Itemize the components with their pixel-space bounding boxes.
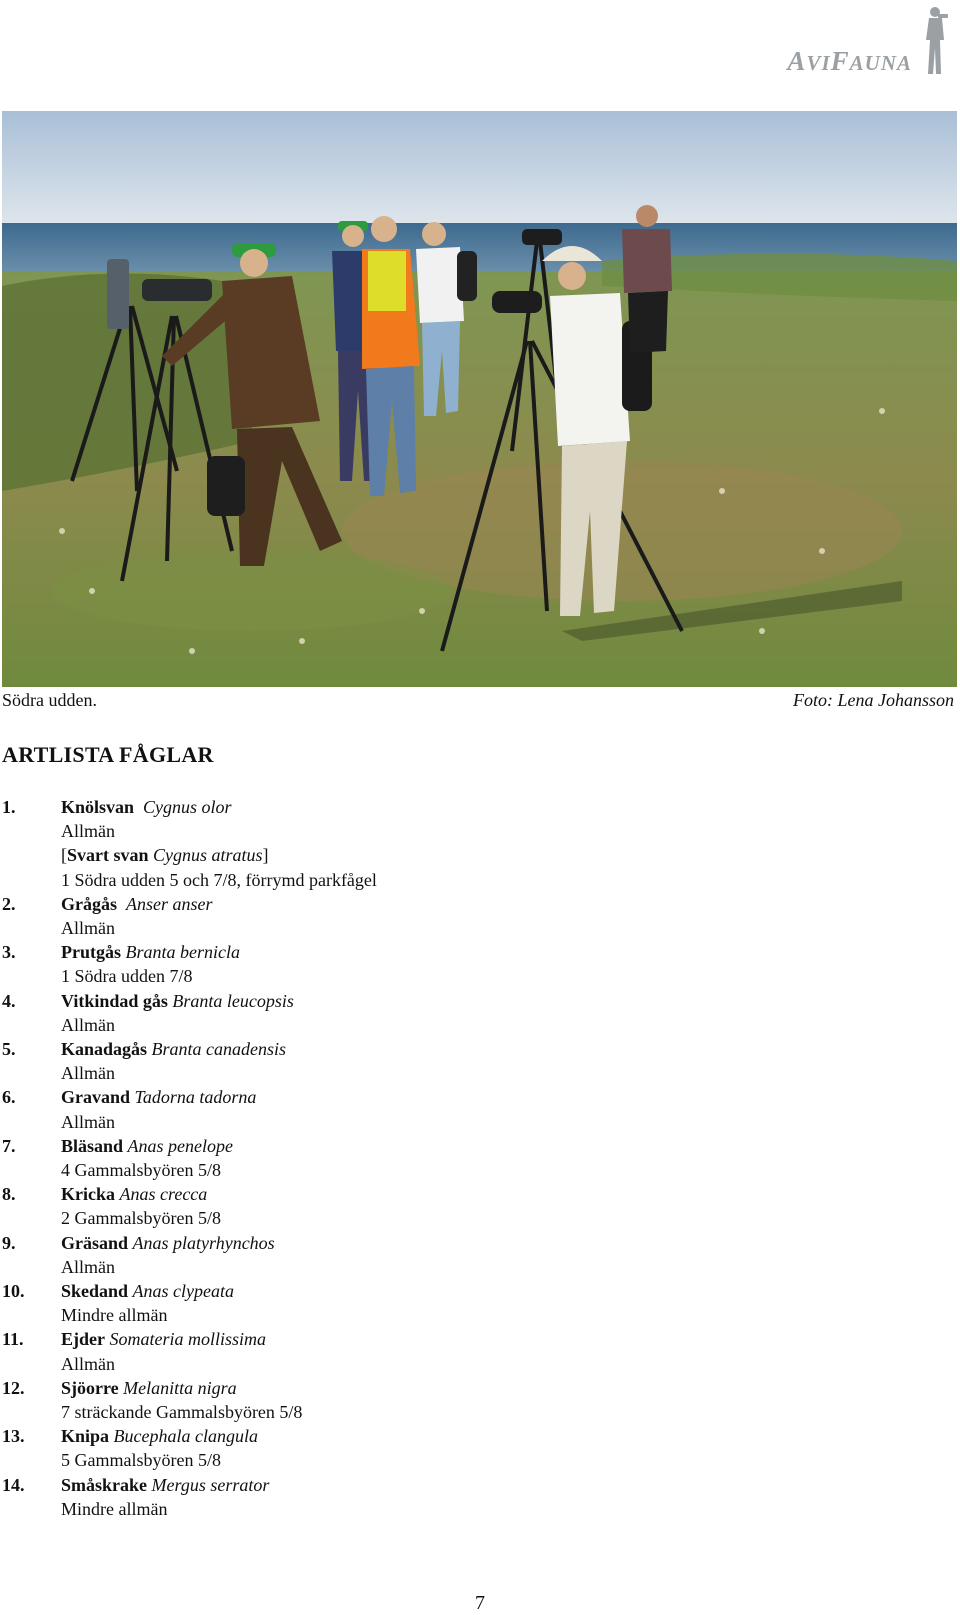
species-number: 2. <box>2 893 16 914</box>
species-number: 12. <box>2 1377 25 1398</box>
species-number: 9. <box>2 1232 16 1253</box>
birdwatchers-photo <box>2 111 957 687</box>
species-latin-name: Cygnus olor <box>143 797 232 817</box>
list-item <box>2 940 902 988</box>
species-latin-name: Branta bernicla <box>125 942 240 963</box>
species-status: 5 Gammalsbyören 5/8 <box>61 1450 221 1471</box>
species-number: 4. <box>2 990 16 1011</box>
species-status: Allmän <box>61 918 115 939</box>
page-number: 7 <box>475 1592 485 1614</box>
species-swedish-name: Gräsand <box>61 1232 129 1253</box>
species-latin-name: Tadorna tadorna <box>134 1087 257 1108</box>
species-status: Allmän <box>61 821 115 842</box>
species-latin-name: Mergus serrator <box>151 1474 270 1495</box>
section-title: ARTLISTA FÅGLAR <box>2 742 214 767</box>
species-number: 14. <box>2 1474 25 1495</box>
list-item <box>2 1231 902 1279</box>
species-latin-name: Anas clypeata <box>132 1281 235 1302</box>
list-item <box>2 1473 902 1521</box>
species-swedish-name: Sjöorre <box>61 1377 119 1398</box>
species-swedish-name: Kanadagås <box>61 1039 148 1060</box>
species-latin-name: Cygnus atratus <box>153 845 263 866</box>
species-swedish-name: Vitkindad gås <box>61 990 168 1011</box>
list-item <box>2 989 902 1037</box>
species-latin-name: Anser anser <box>126 893 213 914</box>
species-latin-name: Anas penelope <box>127 1135 234 1156</box>
species-status: Allmän <box>61 1111 115 1132</box>
species-number: 8. <box>2 1184 16 1205</box>
species-number: 13. <box>2 1426 25 1447</box>
species-number: 5. <box>2 1039 16 1060</box>
list-item <box>2 1182 902 1230</box>
species-number: 11. <box>2 1329 24 1350</box>
species-status: 4 Gammalsbyören 5/8 <box>61 1160 221 1181</box>
species-note: 1 Södra udden 5 och 7/8, förrymd parkfågel <box>61 869 377 890</box>
species-swedish-name: Småskrake <box>61 1474 148 1495</box>
species-status: 7 sträckande Gammalsbyören 5/8 <box>61 1402 303 1423</box>
species-status: Mindre allmän <box>61 1305 168 1326</box>
species-swedish-name: Grågås <box>61 893 117 914</box>
photo-caption-location: Södra udden. <box>2 690 97 710</box>
species-latin-name: Anas platyrhynchos <box>132 1232 275 1253</box>
list-item <box>2 1376 902 1424</box>
species-latin-name: Melanitta nigra <box>123 1377 237 1398</box>
species-swedish-name: Knölsvan <box>61 797 135 817</box>
avifauna-logo <box>732 4 952 78</box>
list-item <box>2 1134 902 1182</box>
species-swedish-name: Svart svan <box>67 845 149 866</box>
species-latin-name: Branta canadensis <box>151 1039 287 1060</box>
species-status: Allmän <box>61 1063 115 1084</box>
species-number: 7. <box>2 1135 16 1156</box>
species-status: Allmän <box>61 1014 115 1035</box>
species-swedish-name: Bläsand <box>61 1135 124 1156</box>
species-number: 10. <box>2 1281 25 1302</box>
species-swedish-name: Kricka <box>61 1184 115 1205</box>
species-number: 3. <box>2 942 16 963</box>
species-swedish-name: Ejder <box>61 1329 105 1350</box>
species-swedish-name: Gravand <box>61 1087 131 1108</box>
photo-credit: Foto: Lena Johansson <box>793 690 954 710</box>
list-item <box>2 1085 902 1133</box>
species-latin-name: Bucephala clangula <box>113 1426 258 1447</box>
species-latin-name: Anas crecca <box>119 1184 208 1205</box>
species-status: Allmän <box>61 1353 115 1374</box>
birdwatcher-silhouette-icon <box>918 4 952 78</box>
list-item <box>2 892 902 940</box>
species-number: 6. <box>2 1087 16 1108</box>
species-number: 1. <box>2 797 16 817</box>
species-latin-name: Somateria mollissima <box>109 1329 267 1350</box>
species-swedish-name: Skedand <box>61 1281 129 1302</box>
species-status: Allmän <box>61 1256 115 1277</box>
list-item <box>2 1424 902 1472</box>
species-latin-name: Branta leucopsis <box>172 990 294 1011</box>
species-status: Mindre allmän <box>61 1498 168 1519</box>
species-status: 2 Gammalsbyören 5/8 <box>61 1208 221 1229</box>
species-swedish-name: Prutgås <box>61 942 121 963</box>
list-item <box>2 1327 902 1375</box>
list-item <box>2 1037 902 1085</box>
logo-text: AVIFAUNA <box>787 46 912 76</box>
species-status: 1 Södra udden 7/8 <box>61 966 193 987</box>
list-item <box>2 1279 902 1327</box>
list-item: 1. Knölsvan Cygnus olor Allmän [Svart svan Cygnus atratus] 1 Södra udden 5 och 7/8, förrymd parkfågel <box>2 795 902 892</box>
species-list <box>2 795 902 1521</box>
species-swedish-name: Knipa <box>61 1426 110 1447</box>
